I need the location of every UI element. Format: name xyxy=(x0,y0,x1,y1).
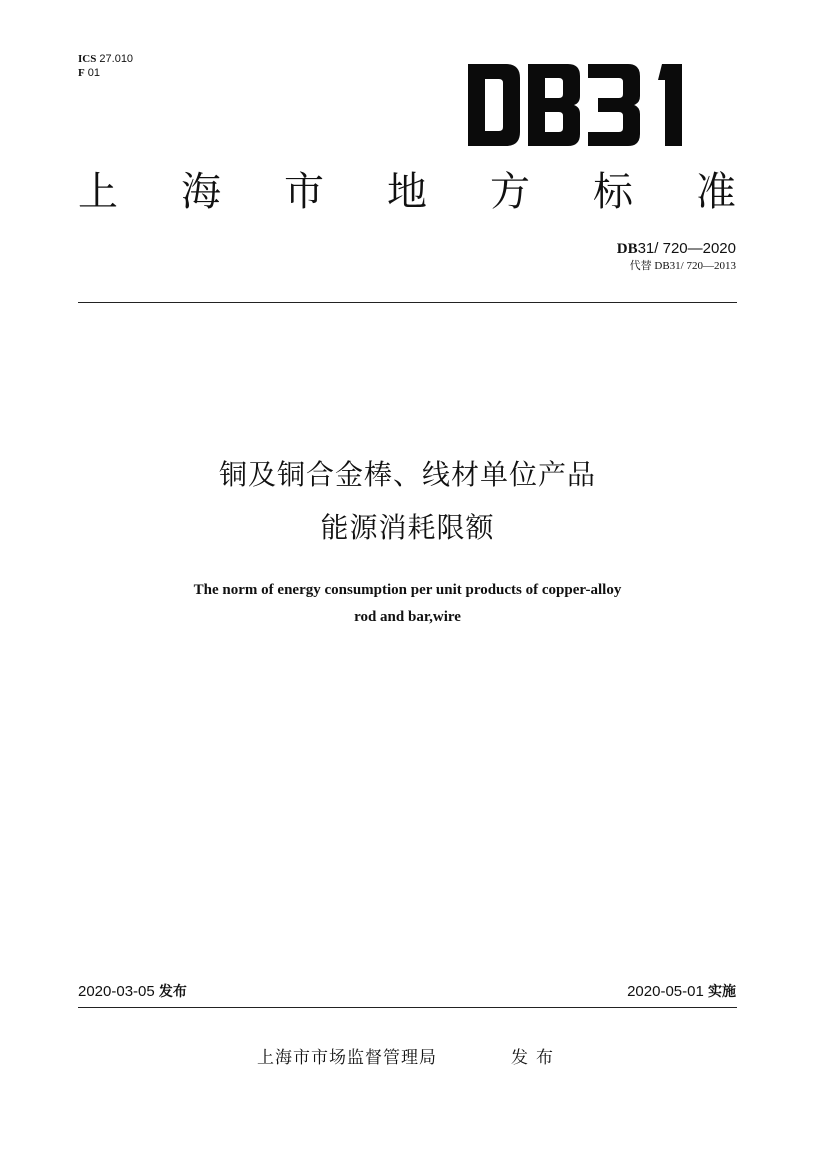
standard-type-char: 海 xyxy=(181,169,221,215)
english-title-line-2: rod and bar,wire xyxy=(354,609,461,625)
ics-label: ICS xyxy=(78,53,97,65)
replaced-standard xyxy=(630,259,736,273)
standard-type-char: 方 xyxy=(490,169,530,215)
header-divider xyxy=(78,302,737,303)
classification-codes xyxy=(78,52,133,80)
ics-code: 27.010 xyxy=(99,53,134,65)
standard-type-char: 地 xyxy=(387,169,427,215)
standard-number-prefix: DB xyxy=(616,241,638,257)
english-title-line-1: The norm of energy consumption per unit products of copper-alloy xyxy=(193,582,622,598)
footer-divider xyxy=(78,1007,737,1008)
implement-label: 实施 xyxy=(708,984,736,1000)
implement-date xyxy=(627,982,736,1002)
document-title-line-2: 能源消耗限额 xyxy=(320,511,495,544)
issuing-authority: 上海市市场监督管理局 xyxy=(257,1048,437,1068)
standard-number xyxy=(617,240,736,258)
replaces-label: 代替 xyxy=(629,259,652,272)
db31-logo xyxy=(468,64,694,146)
implement-date-value: 2020-05-01 xyxy=(627,983,704,1000)
ccs-code: 01 xyxy=(87,67,101,79)
publish-date-value: 2020-03-05 xyxy=(78,983,155,1000)
ics-code-row xyxy=(78,52,133,66)
issue-action: 发布 xyxy=(511,1048,561,1068)
ccs-code-row xyxy=(78,66,133,80)
standard-type-char: 标 xyxy=(593,169,633,215)
standard-type-char: 上 xyxy=(78,169,118,215)
publish-label: 发布 xyxy=(158,984,187,1000)
standard-type-char: 市 xyxy=(284,169,324,215)
standard-type-char: 准 xyxy=(696,169,736,215)
publish-date xyxy=(78,982,187,1002)
document-title-line-1: 铜及铜合金棒、线材单位产品 xyxy=(218,458,596,491)
standard-number-value: 31/ 720—2020 xyxy=(637,240,736,257)
standard-type-title xyxy=(78,164,736,220)
ccs-label: F xyxy=(78,67,85,79)
replaced-standard-number: DB31/ 720—2013 xyxy=(654,260,736,272)
